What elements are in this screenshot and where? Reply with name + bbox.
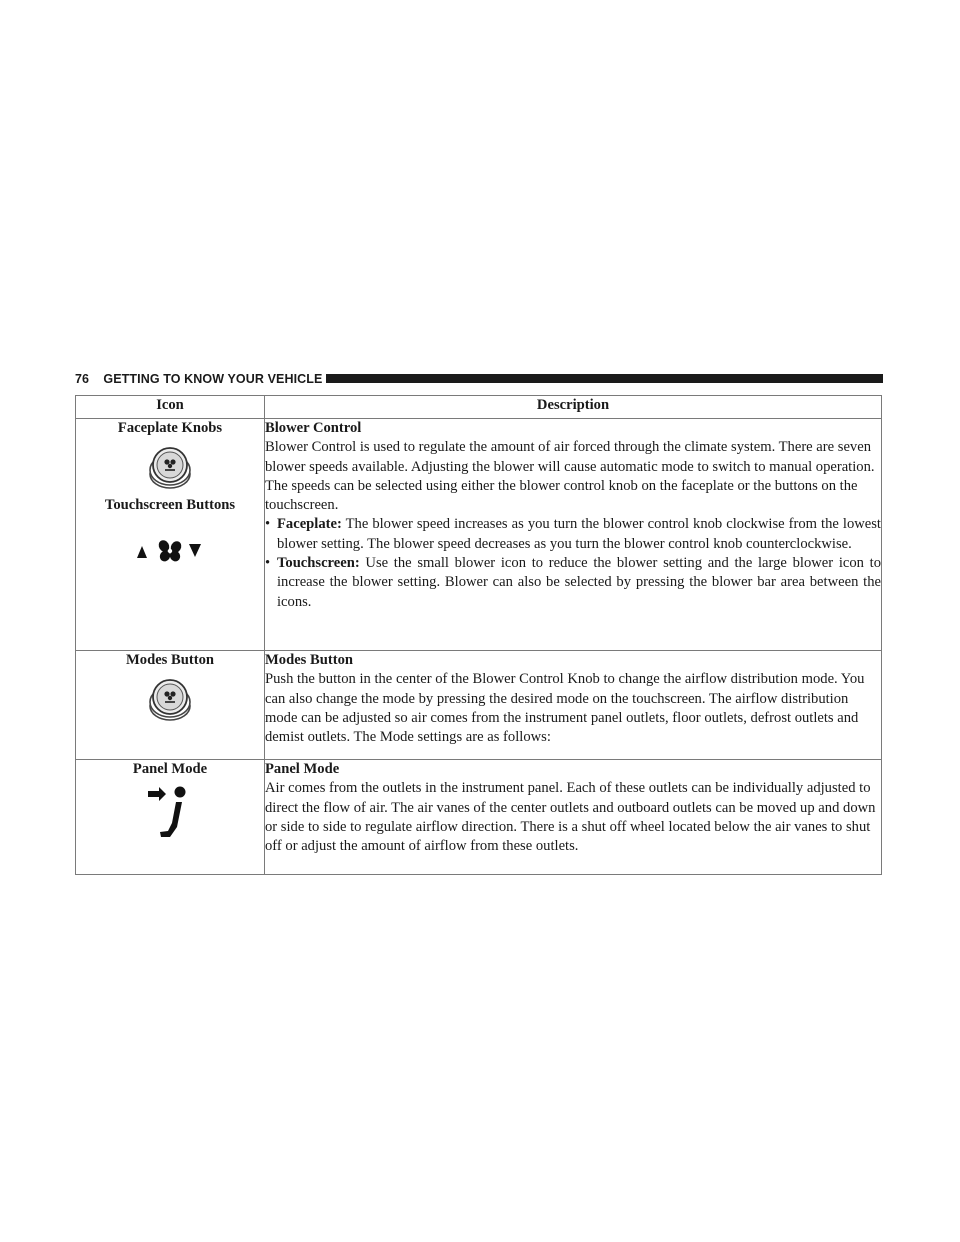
table-row [76,419,882,651]
description-cell [265,419,882,651]
description-title: Modes Button [265,652,353,668]
page-header-text [75,371,322,387]
bullet-item: • Touchscreen: Use the small blower icon to reduce the blower setting and the large blower icon to increase the blower setting. Blower can also be selected by pressing the blower bar area between the icons. [265,555,881,610]
description-column-header: Description [265,396,882,419]
page-number: 76 [75,372,90,386]
section-title: GETTING TO KNOW YOUR VEHICLE [103,372,323,386]
description-title: Blower Control [265,420,362,436]
icon-label-touchscreen-buttons: Touchscreen Buttons [104,497,236,514]
bullet-label: Faceplate: [277,516,342,533]
header-rule [326,374,883,383]
icon-column-header: Icon [76,396,265,419]
icon-cell [76,419,265,651]
bullet-item: • Faceplate: The blower speed increases as you turn the blower control knob clockwise from the lowest blower setting. The blower speed decreases as you turn the blower control knob counterclockwise. [265,516,881,552]
icon-cell [76,760,265,875]
panel-mode-icon [146,785,194,841]
page-header [75,371,883,387]
mode-knob-icon [146,676,194,724]
blower-knob-icon [146,444,194,492]
icon-cell [76,651,265,760]
table-header-row [76,396,882,419]
description-title: Panel Mode [265,761,340,777]
bullet-text: Use the small blower icon to reduce the blower setting and the large blower icon to increase the blower setting. Blower can also be selected by pressing the blower bar area between the icons. [277,555,881,610]
description-cell [265,760,882,875]
table-row [76,760,882,875]
description-cell [265,651,882,760]
table-row [76,651,882,760]
description-paragraph: Push the button in the center of the Blower Control Knob to change the airflow distribution mode. You can also change the mode by pressing the desired mode on the touchscreen. The airflow distribution mode can be adjusted so air comes from the instrument panel outlets, floor outlets, defrost outlets and demist outlets. The Mode settings are as follows: [265,671,865,746]
bullet-text: The blower speed increases as you turn the blower control knob clockwise from the lowest blower setting. The blower speed decreases as you turn the blower control knob counterclockwise. [277,516,881,552]
blower-fan-arrows-icon [136,538,204,562]
climate-controls-table [75,395,882,875]
bullet-label: Touchscreen: [277,555,360,572]
description-paragraph: Air comes from the outlets in the instrument panel. Each of these outlets can be individually adjusted to direct the flow of air. The air vanes of the center outlets and outboard outlets can be moved up and down or side to side to regulate airflow direction. There is a shut off wheel located below the air vanes to shut off or adjust the amount of airflow from these outlets. [265,780,876,855]
icon-label-panel-mode: Panel Mode [132,761,208,777]
description-paragraph: Blower Control is used to regulate the amount of air forced through the climate system. There are seven blower speeds available. Adjusting the blower will cause automatic mode to switch to manual operation. The speeds can be selected using either the blower control knob on the faceplate or the buttons on the touchscreen. [265,439,875,514]
icon-label-faceplate-knobs: Faceplate Knobs [117,420,223,436]
icon-label-modes-button: Modes Button [126,652,214,668]
